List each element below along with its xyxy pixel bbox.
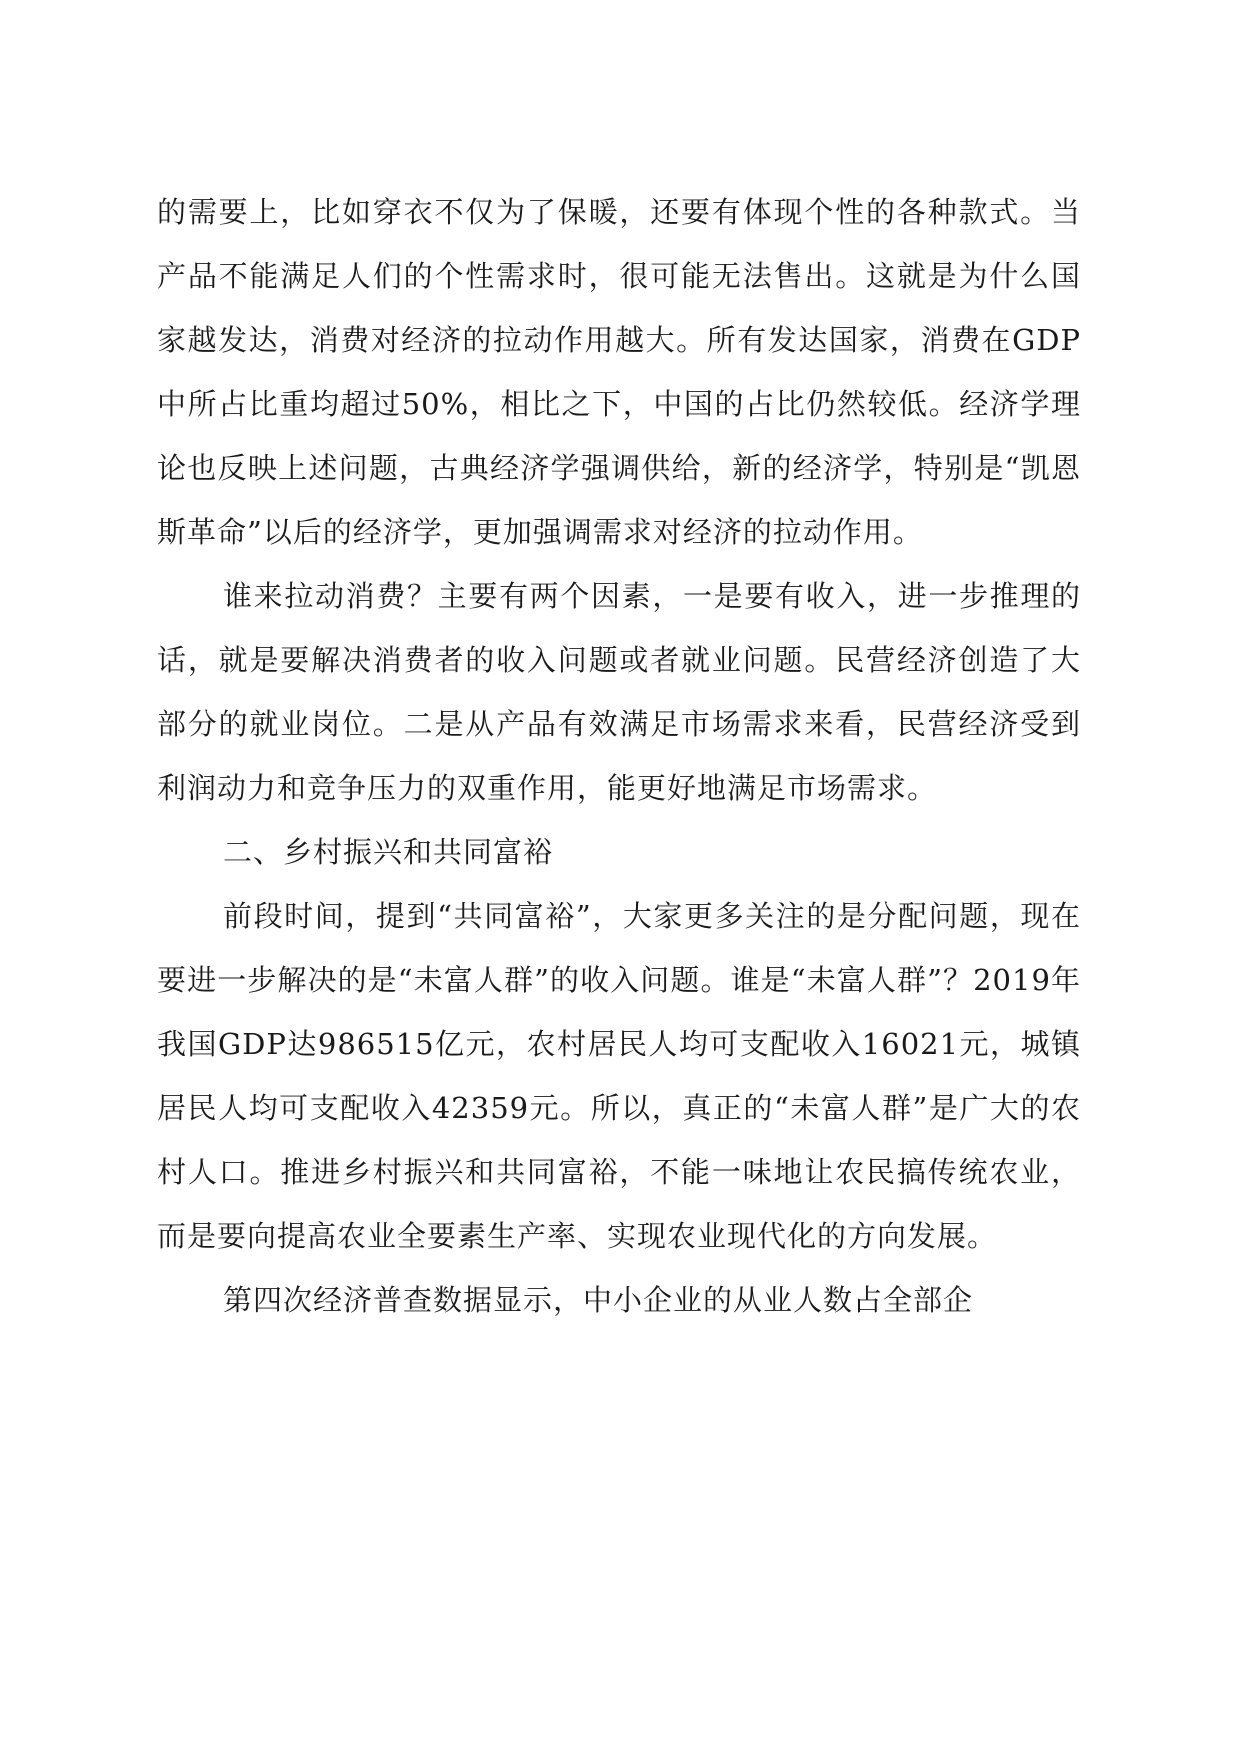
section-heading-rural-revitalization: 二、乡村振兴和共同富裕 [223,835,554,869]
paragraph-common-prosperity: 前段时间，提到“共同富裕”，大家更多关注的是分配问题，现在要进一步解决的是“未富人群”的收入问题。谁是“未富人群”？2019年我国GDP达986515亿元，农村居民人均可支配收入16021元，城镇居民人均可支配收入42359元。所以，真正的“未富人群”是广大的农村人口。推进乡村振兴和共同富裕，不能一味地让农民搞传统农业，而是要向提高农业全要素生产率、实现农业现代化的方向发展。 [157,899,1081,1253]
paragraph-who-drives-consumption: 谁来拉动消费？主要有两个因素，一是要有收入，进一步推理的话，就是要解决消费者的收入问题或者就业问题。民营经济创造了大部分的就业岗位。二是从产品有效满足市场需求来看，民营经济受到利润动力和竞争压力的双重作用，能更好地满足市场需求。 [157,579,1081,805]
paragraph-economic-census: 第四次经济普查数据显示，中小企业的从业人数占全部企 [223,1283,974,1317]
document-body [157,180,1081,1332]
paragraph-consumption-demand: 的需要上，比如穿衣不仅为了保暖，还要有体现个性的各种款式。当产品不能满足人们的个性需求时，很可能无法售出。这就是为什么国家越发达，消费对经济的拉动作用越大。所有发达国家，消费在GDP中所占比重均超过50%，相比之下，中国的占比仍然较低。经济学理论也反映上述问题，古典经济学强调供给，新的经济学，特别是“凯恩斯革命”以后的经济学，更加强调需求对经济的拉动作用。 [157,195,1081,549]
